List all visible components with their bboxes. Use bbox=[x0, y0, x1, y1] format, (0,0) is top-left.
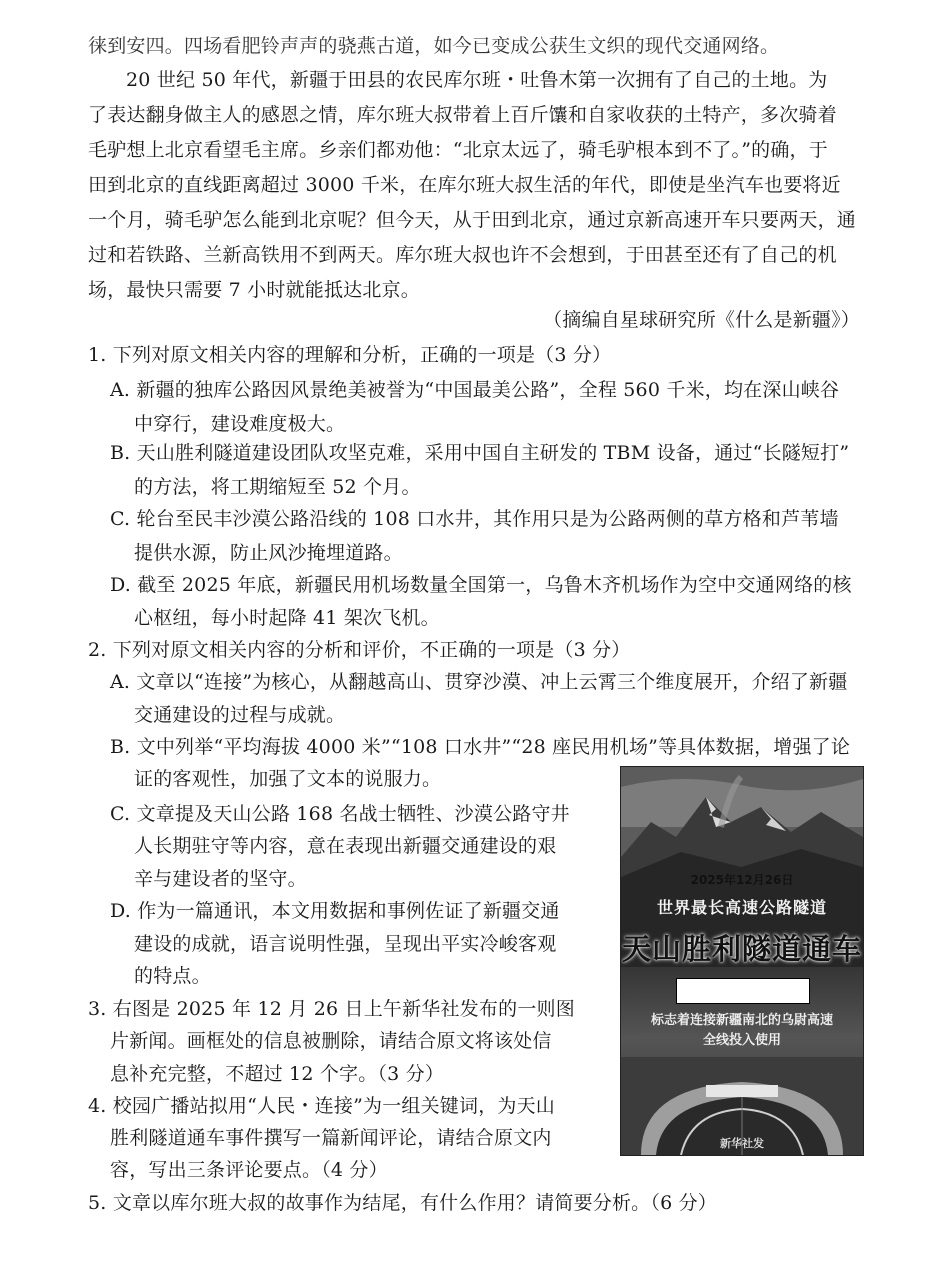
passage-line: 田到北京的直线距离超过 3000 千米，在库尔班大叔生活的年代，即使是坐汽车也要将近 bbox=[88, 174, 841, 196]
news-caption-line: 全线投入使用 bbox=[702, 1033, 781, 1048]
question-line: 容，写出三条评论要点。（4 分） bbox=[110, 1159, 388, 1181]
passage-line: 一个月，骑毛驴怎么能到北京呢？但今天，从于田到北京，通过京新高速开车只要两天，通 bbox=[88, 209, 857, 231]
question-5-stem: 5. 文章以库尔班大叔的故事作为结尾，有什么作用？请简要分析。（6 分） bbox=[88, 1192, 717, 1214]
option-line: B. 文中列举“平均海拔 4000 米”“108 口水井”“28 座民用机场”等具体数据，增强了论 bbox=[110, 736, 851, 758]
option-line: B. 天山胜利隧道建设团队攻坚克难，采用中国自主研发的 TBM 设备，通过“长隧短打” bbox=[110, 442, 850, 464]
option-line: 的特点。 bbox=[134, 965, 211, 987]
question-line: 片新闻。画框处的信息被删除，请结合原文将该处信 bbox=[110, 1030, 552, 1052]
question-3-stem: 3. 右图是 2025 年 12 月 26 日上午新华社发布的一则图 bbox=[88, 998, 575, 1020]
news-headline-large: 天山胜利隧道通车 bbox=[621, 932, 862, 966]
source-citation: （摘编自星球研究所《什么是新疆》） bbox=[543, 309, 860, 331]
news-caption-line: 标志着连接新疆南北的乌尉高速 bbox=[650, 1013, 833, 1028]
option-line: 心枢纽，每小时起降 41 架次飞机。 bbox=[134, 607, 440, 629]
question-1-stem: 1. 下列对原文相关内容的理解和分析，正确的一项是（3 分） bbox=[88, 344, 612, 366]
news-photo bbox=[620, 766, 864, 1156]
option-line: C. 轮台至民丰沙漠公路沿线的 108 口水井，其作用只是为公路两侧的草方格和芦苇墙 bbox=[110, 508, 839, 530]
option-line: D. 作为一篇通讯，本文用数据和事例佐证了新疆交通 bbox=[110, 900, 560, 922]
deleted-info-box bbox=[676, 978, 810, 1004]
question-line: 胜利隧道通车事件撰写一篇新闻评论，请结合原文内 bbox=[110, 1127, 552, 1149]
option-line: C. 文章提及天山公路 168 名战士牺牲、沙漠公路守井 bbox=[110, 803, 570, 825]
passage-line: 场，最快只需要 7 小时就能抵达北京。 bbox=[88, 279, 420, 301]
passage-line: 过和若铁路、兰新高铁用不到两天。库尔班大叔也许不会想到，于田甚至还有了自己的机 bbox=[88, 244, 837, 266]
option-line: A. 文章以“连接”为核心，从翻越高山、贯穿沙漠、冲上云霄三个维度展开，介绍了新疆 bbox=[110, 671, 848, 693]
news-source-label: 新华社发 bbox=[720, 1137, 764, 1150]
passage-line: 了表达翻身做主人的感恩之情，库尔班大叔带着上百斤馕和自家收获的土特产，多次骑着 bbox=[88, 104, 837, 126]
news-date: 2025年12月26日 bbox=[690, 873, 794, 887]
passage-line: 毛驴想上北京看望毛主席。乡亲们都劝他：“北京太远了，骑毛驴根本到不了。”的确，于 bbox=[88, 139, 828, 161]
option-line: 的方法，将工期缩短至 52 个月。 bbox=[134, 476, 421, 498]
option-line: 建设的成就，语言说明性强，呈现出平实冷峻客观 bbox=[134, 933, 557, 955]
passage-line: 20 世纪 50 年代，新疆于田县的农民库尔班・吐鲁木第一次拥有了自己的土地。为 bbox=[126, 69, 828, 91]
option-line: 证的客观性，加强了文本的说服力。 bbox=[134, 768, 442, 790]
question-4-stem: 4. 校园广播站拟用“人民・连接”为一组关键词，为天山 bbox=[88, 1095, 555, 1117]
question-2-stem: 2. 下列对原文相关内容的分析和评价，不正确的一项是（3 分） bbox=[88, 639, 631, 661]
option-line: A. 新疆的独库公路因风景绝美被誉为“中国最美公路”，全程 560 千米，均在深山峡谷 bbox=[110, 379, 840, 401]
option-line: D. 截至 2025 年底，新疆民用机场数量全国第一，乌鲁木齐机场作为空中交通网络的核 bbox=[110, 574, 852, 596]
option-line: 交通建设的过程与成就。 bbox=[134, 704, 346, 726]
question-line: 息补充完整，不超过 12 个字。（3 分） bbox=[110, 1063, 445, 1085]
option-line: 辛与建设者的坚守。 bbox=[134, 868, 307, 890]
top-fragment-line: 徕到安四。四场看肥铃声声的骁燕古道，如今已变成公获生文织的现代交通网络。 bbox=[88, 35, 780, 57]
option-line: 提供水源，防止风沙掩埋道路。 bbox=[134, 542, 403, 564]
option-line: 中穿行，建设难度极大。 bbox=[134, 413, 346, 435]
option-line: 人长期驻守等内容，意在表现出新疆交通建设的艰 bbox=[134, 835, 557, 857]
news-headline-small: 世界最长高速公路隧道 bbox=[656, 898, 827, 917]
